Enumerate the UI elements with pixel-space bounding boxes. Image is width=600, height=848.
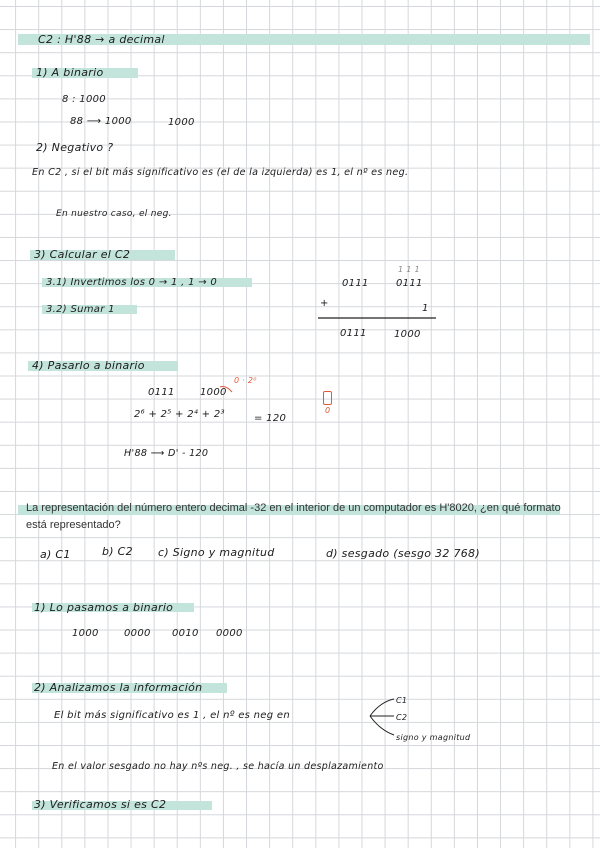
s2-step3-title: 3) Verificamos si es C2 (34, 798, 167, 811)
option-d: d) sesgado (sesgo 32 768) (326, 547, 480, 560)
s2-bits-3: 0000 (216, 628, 243, 639)
step3-title: 3) Calcular el C2 (34, 248, 131, 261)
branch-c1: C1 (396, 696, 408, 705)
sum-one: 1 (422, 303, 429, 314)
step4-result: = 120 (254, 413, 287, 424)
step4-final: H'88 ⟶ D' - 120 (124, 448, 209, 459)
step4-title: 4) Pasarlo a binario (32, 359, 145, 372)
branch-c2: C2 (396, 713, 408, 722)
s2-bits-2: 0010 (172, 628, 199, 639)
page-heading: C2 : H'88 → a decimal (38, 33, 165, 46)
step1-line1: 8 : 1000 (62, 94, 106, 105)
step2-line2: En nuestro caso, el neg. (56, 209, 172, 219)
s2-step2-title: 2) Analizamos la información (34, 681, 203, 694)
step1-line2b: 1000 (168, 117, 195, 128)
step3-sub2: 3.2) Sumar 1 (46, 304, 115, 315)
s2-step1-title: 1) Lo pasamos a binario (34, 601, 174, 614)
step4-note: 0 · 2⁰ (234, 376, 257, 385)
sum-plus: + (320, 298, 329, 309)
step4-bits-b: 1000 (200, 387, 227, 398)
s2-step2-line1: El bit más significativo es 1 , el nº es neg en (54, 710, 290, 721)
step4-bits-a: 0111 (148, 387, 175, 398)
step4-red-small: 0 (325, 406, 331, 415)
s2-bits-0: 1000 (72, 628, 99, 639)
step2-line1: En C2 , si el bit más significativo es (el de la izquierda) es 1, el nº es neg. (32, 167, 409, 178)
carry-digits: 1 1 1 (398, 265, 420, 274)
option-b: b) C2 (102, 545, 133, 558)
step1-title: 1) A binario (36, 66, 104, 79)
sum-row1a: 0111 (342, 278, 369, 289)
s2-step2-line2: En el valor sesgado no hay nºs neg. , se hacía un desplazamiento (52, 761, 384, 772)
red-box-mark (323, 391, 332, 405)
branch-signo: signo y magnitud (396, 733, 471, 742)
question-text: La representación del número entero decimal -32 en el interior de un computador es H'8020, ¿en qué formato está representado? (26, 502, 561, 531)
option-c: c) Signo y magnitud (158, 546, 275, 559)
sum-row1b: 0111 (396, 278, 423, 289)
step1-line2a: 88 ⟶ 1000 (70, 116, 132, 127)
step3-sub1: 3.1) Invertimos los 0 → 1 , 1 → 0 (46, 277, 218, 288)
s2-bits-1: 0000 (124, 628, 151, 639)
option-a: a) C1 (40, 548, 71, 561)
sum-result-a: 0111 (340, 328, 367, 339)
sum-result-b: 1000 (394, 329, 421, 340)
step2-title: 2) Negativo ? (36, 141, 114, 154)
step4-powers: 2⁶ + 2⁵ + 2⁴ + 2³ (134, 409, 225, 420)
